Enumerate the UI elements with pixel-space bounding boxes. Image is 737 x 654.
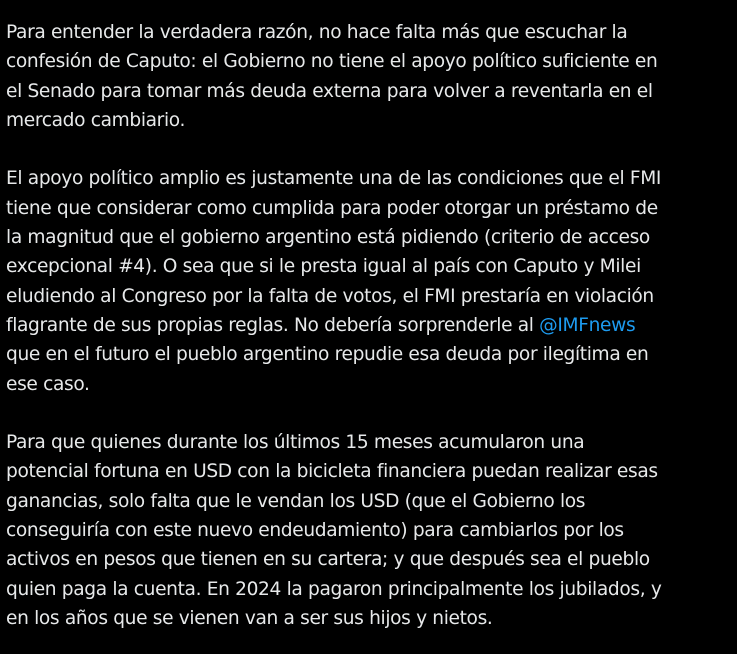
text-line: el Senado para tomar más deuda externa para volver a reventarla en el xyxy=(6,80,653,102)
text-line: Para entender la verdadera razón, no hace falta más que escuchar la xyxy=(6,22,628,43)
post-paragraph-3 xyxy=(6,428,722,633)
text-line: excepcional #4). O sea que si le presta igual al país con Caputo y Milei xyxy=(6,256,641,278)
imfnews-mention-link[interactable]: @IMFnews xyxy=(539,314,636,336)
text-line: Para que quienes durante los últimos 15 meses acumularon una xyxy=(6,432,585,454)
text-line: confesión de Caputo: el Gobierno no tiene el apoyo político suficiente en xyxy=(6,51,658,73)
text-line: ganancias, solo falta que le vendan los USD (que el Gobierno los xyxy=(6,490,586,512)
text-line: quien paga la cuenta. En 2024 la pagaron principalmente los jubilados, y xyxy=(6,578,662,600)
text-line: El apoyo político amplio es justamente una de las condiciones que el FMI xyxy=(6,168,662,190)
mention-line-prefix: flagrante de sus propias reglas. No debería sorprenderle al xyxy=(6,314,540,336)
text-line: mercado cambiario. xyxy=(6,109,186,131)
text-line: conseguiría con este nuevo endeudamiento) para cambiarlos por los xyxy=(6,520,624,542)
text-line: en los años que se vienen van a ser sus hijos y nietos. xyxy=(6,607,493,629)
post-body-text xyxy=(6,18,722,633)
text-line: potencial fortuna en USD con la bicicleta financiera puedan realizar esas xyxy=(6,461,658,483)
text-line: ese caso. xyxy=(6,373,90,395)
post-paragraph-1 xyxy=(6,18,722,135)
post-paragraph-2 xyxy=(6,164,722,398)
text-line: la magnitud que el gobierno argentino está pidiendo (criterio de acceso xyxy=(6,227,650,249)
text-line: tiene que considerar como cumplida para poder otorgar un préstamo de xyxy=(6,197,658,219)
text-line: eludiendo al Congreso por la falta de votos, el FMI prestaría en violación xyxy=(6,285,654,307)
text-line: que en el futuro el pueblo argentino repudie esa deuda por ilegítima en xyxy=(6,344,649,366)
text-line: activos en pesos que tienen en su cartera; y que después sea el pueblo xyxy=(6,549,650,571)
text-line-with-mention xyxy=(6,311,722,340)
